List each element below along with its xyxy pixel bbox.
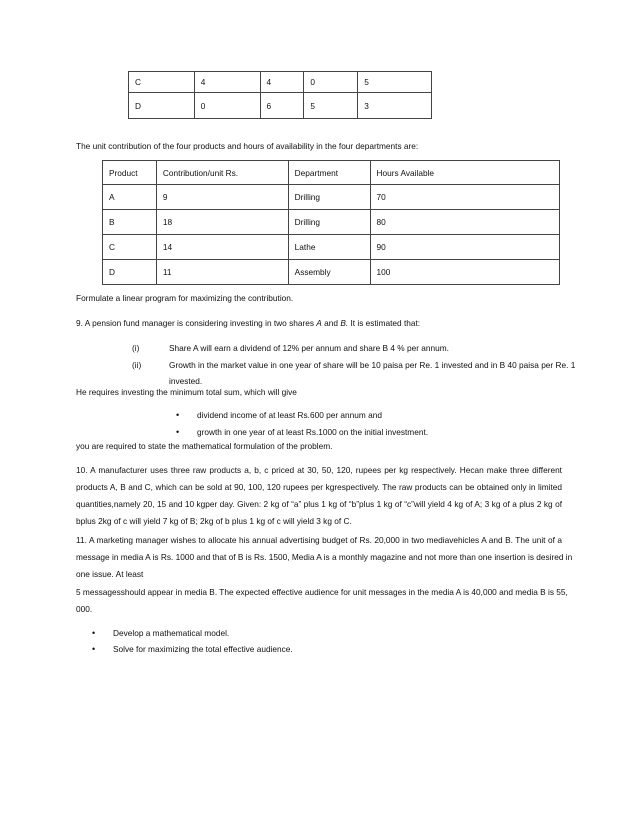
q9-item-text: Growth in the market value in one year of share will be 10 paisa per Re. 1 invested and in B 40 paisa per Re. 1 [169,360,576,370]
column-header: Product [103,161,157,185]
table-cell: 11 [156,260,288,285]
q9-item-text: Share A will earn a dividend of 12% per annum and share B 4 % per annum. [169,343,449,353]
table-cell: A [103,185,157,210]
q11-bullet-text: Solve for maximizing the total effective audience. [113,644,293,654]
table-cell: D [129,93,195,119]
bullet-icon: • [92,628,96,638]
q10-line: quantities,namely 20, 15 and 10 kgper day. Given: 2 kg of “a” plus 1 kg of “b”plus 1 kg of “c”will yield 4 kg of A; 3 kg of a plus 2 kg of [76,499,562,509]
q11-paragraph-continued [76,584,568,618]
formulate-paragraph: Formulate a linear program for maximizing the contribution. [76,293,294,303]
q11-line: one issue. At least [76,569,144,579]
q9-bullet-text: growth in one year of at least Rs.1000 on the initial investment. [197,427,429,437]
table-cell: 90 [370,235,559,260]
q10-paragraph [76,462,562,530]
table-row [103,235,560,260]
table-cell: Assembly [288,260,370,285]
q11-line: 5 messagesshould appear in media B. The expected effective audience for unit messages in the media A is 40,000 and media B is 55, [76,587,568,597]
table-row [129,72,432,93]
table-row [129,93,432,119]
table-header-row [103,161,560,185]
table-cell: 3 [358,93,432,119]
q9-intro [76,315,562,331]
table-cell: B [103,210,157,235]
table-cell: 70 [370,185,559,210]
table-cell: 4 [194,72,260,93]
q9-share-a: A [316,318,322,328]
q9-closing: you are required to state the mathematical formulation of the problem. [76,441,333,451]
intro-paragraph: The unit contribution of the four products and hours of availability in the four departments are: [76,141,419,151]
table-cell: 80 [370,210,559,235]
q9-bullet-text: dividend income of at least Rs.600 per annum and [197,410,382,420]
column-header: Department [288,161,370,185]
table-cell: 0 [304,72,358,93]
q9-share-b: B. [340,318,349,328]
q9-item-text-continued: invested. [169,376,203,386]
q9-item-number: (ii) [132,360,142,370]
table-continuation [128,71,432,119]
q9-and: and [321,318,341,328]
table-cell: 14 [156,235,288,260]
table-cell: D [103,260,157,285]
table-cell: Lathe [288,235,370,260]
bullet-icon: • [176,410,180,420]
table-cell: 0 [194,93,260,119]
q9-intro-text: 9. A pension fund manager is considering investing in two shares [76,318,317,328]
table-row [103,185,560,210]
table-cell: 5 [358,72,432,93]
q9-intro-end: It is estimated that: [348,318,421,328]
q10-line: products A, B and C, which can be sold at 90, 100, 120 rupees per kgrespectively. The raw products can be obtained only in limited [76,482,562,492]
q11-bullet-text: Develop a mathematical model. [113,628,230,638]
q11-line: message in media A is Rs. 1000 and that of B is Rs. 1500, Media A is a monthly magazine and not more than one insertion is desired in [76,552,573,562]
table-cell: 6 [260,93,304,119]
column-header: Hours Available [370,161,559,185]
q9-requires: He requires investing the minimum total sum, which will give [76,387,297,397]
bullet-icon: • [176,427,180,437]
table-cell: 18 [156,210,288,235]
q11-line: 000. [76,604,93,614]
q11-line: 11. A marketing manager wishes to allocate his annual advertising budget of Rs. 20,000 in two mediavehicles A and B. The unit of a [76,535,562,545]
contribution-table [102,160,560,285]
table-cell: C [103,235,157,260]
table-row [103,210,560,235]
table-cell: 4 [260,72,304,93]
q10-line: 10. A manufacturer uses three raw products a, b, c priced at 30, 50, 120, rupees per kg respectively. Hecan make three different [76,465,562,475]
q11-paragraph [76,532,573,583]
table-cell: 9 [156,185,288,210]
column-header: Contribution/unit Rs. [156,161,288,185]
table-cell: 100 [370,260,559,285]
q9-item-number: (i) [132,343,140,353]
table-cell: C [129,72,195,93]
table-cell: 5 [304,93,358,119]
table-cell: Drilling [288,210,370,235]
table-cell: Drilling [288,185,370,210]
q10-line: bplus 2kg of c will yield 7 kg of B; 2kg of b plus 1 kg of c will yield 3 kg of C. [76,516,352,526]
table-row [103,260,560,285]
bullet-icon: • [92,644,96,654]
